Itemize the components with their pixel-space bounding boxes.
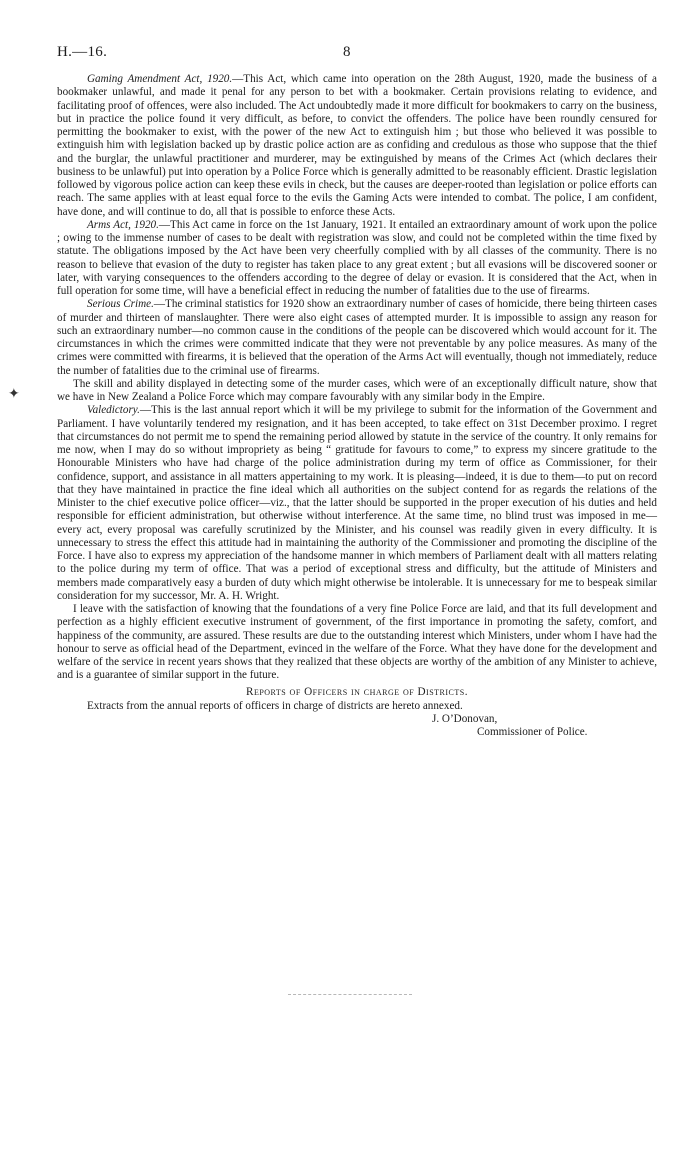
paragraph-detection-skill [57,378,657,405]
paragraph-text: I leave with the satisfaction of knowing that the foundations of a very fine Police Force are laid, and that its full development and perfection as a highly efficient executive instrument of government, of the first importance in promoting the safety, comfort, and happiness of the community, are assured. These results are due to the outstanding interest which Ministers, under whom I have had the honour to serve as official head of the Department, evinced in the welfare of the Force. What they have done for the development and welfare of the service in recent years shows that they realized that these objects are worthy of the ambition of any Minister to achieve, and is a guarantee of similar support in the future. [57,603,657,682]
section-heading: Reports of Officers in charge of Districts. [245,685,469,698]
paragraph-arms-act [57,219,657,299]
paragraph-valedictory [57,404,657,603]
page-number: 8 [343,44,351,60]
closing-rule [288,994,412,995]
paragraph-closing [57,603,657,683]
paragraph-lead: Arms Act, 1920. [87,218,159,231]
paragraph-lead: Gaming Amendment Act, 1920. [87,73,233,85]
document-body [57,73,657,740]
paragraph-text: The skill and ability displayed in detecting some of the murder cases, which were of an exceptionally difficult nature, show that we have in New Zealand a Police Force which may compare favourably with any similar body in the Empire. [57,377,657,403]
signature-title: Commissioner of Police. [477,726,588,739]
paragraph-text: —This Act came in force on the 1st January, 1921. It entailed an extraordinary amount of work upon the police ; owing to the immense number of cases to be dealt with registration was slow, and could not be completed within the time fixed by statute. The obligations imposed by the Act have been very cheerfully complied with by all classes of the community. There is no reason to believe that evasion of the duty to register has taken place to any great extent ; but all evasions will be discovered sooner or later, with varying consequences to the offenders according to the degree of delay or evasion. It is considered that the Act, when in full operation for some time, will have a beneficial effect in reducing the number of fatalities due to the use of firearms. [57,218,658,297]
document-reference: H.—16. [57,44,108,60]
margin-mark-icon: ✦ [8,387,20,402]
paragraph-lead: Valedictory. [87,404,140,417]
paragraph-serious-crime [57,298,657,378]
paragraph-gaming-act [57,73,657,219]
paragraph-text: —This Act, which came into operation on the 28th August, 1920, made the business of a bookmaker unlawful, and made it penal for any person to bet with a bookmaker. Certain provisions relating to evidence, and facilitating proof of offences, were also included. The Act undoubtedly made it more difficult for bookmakers to carry on the business, but in practice the police found it very difficult, as before, to convict the offenders. The police have been roundly censured for permitting the bookmaker to exist, with the power of the new Act to extinguish him ; but those who believed it was possible to extinguish him with legislation backed up by drastic police action are as confiding and credulous as those who suppose that the thief and the burglar, the unlawful practitioner and murderer, may be extinguished by means of the Crimes Act (which declares their business to be unlawful) put into operation by a Police Force which is generally admitted to be reasonably efficient. Drastic legislation followed by vigorous police action can keep these evils in check, but the causes are deeper-rooted than legislation or police efforts can reach. The same applies with at least equal force to the evils the Gaming Acts were intended to combat. The police, I am confident, have done, and will continue to do, all that is possible to enforce these Acts. [57,73,658,218]
paragraph-text: —This is the last annual report which it will be my privilege to submit for the information of the Government and Parliament. I have voluntarily tendered my resignation, and it has been accepted, to take effect on 31st December proximo. I regret that circumstances do not permit me to spend the remaining period allowed by statute in the service of the country. It only remains for me now, when I may do so without impropriety as being “ gratitude for favours to come,” to express my sincere gratitude to the Honourable Ministers who have had charge of the police administration during my term of office as Commissioner, for their confidence, support, and assistance in all matters appertaining to my work. It is pleasing—indeed, it is due to them—to put on record that they have maintained in practice the fine ideal which all authorities on the subject contend for as regards the relations of the Minister to the chief executive police officer—viz., that the latter should be supported in the proper execution of his duties and held responsible for efficient administration, but otherwise without interference. At the same time, no blind trust was imposed in me—every act, every proposal was carefully scrutinized by the Minister, and his counsel was readily given in every difficulty. It is unnecessary to stress the effect this attitude had in maintaining the authority of the Commissioner and promoting the discipline of the Force. I have also to express my appreciation of the handsome manner in which members of Parliament dealt with all matters relating to the police during my term of office. That was a period of exceptional stress and difficulty, but the attitude of Ministers and members made comparatively easy a burden of duty which might otherwise be intolerable. It is unnecessary for me to bespeak similar consideration for my successor, Mr. A. H. Wright. [57,404,657,602]
extracts-line: Extracts from the annual reports of officers in charge of districts are hereto annexed. [87,699,463,712]
paragraph-lead: Serious Crime. [87,298,154,311]
paragraph-text: —The criminal statistics for 1920 show an extraordinary number of cases of homicide, there being thirteen cases of murder and thirteen of manslaughter. There were also eight cases of attempted murder. It is impossible to assign any reason for such an extraordinary number—no common cause in the conditions of the people can be discovered which would account for it. The circumstances in which the crimes were committed indicate that they were not preventable by any police measures. As many of the crimes were committed with firearms, it is believed that the operation of the Arms Act will eventually, though not immediately, reduce the number of fatalities due to the criminal use of firearms. [57,298,657,377]
signature-name: J. O’Donovan, [432,713,498,725]
